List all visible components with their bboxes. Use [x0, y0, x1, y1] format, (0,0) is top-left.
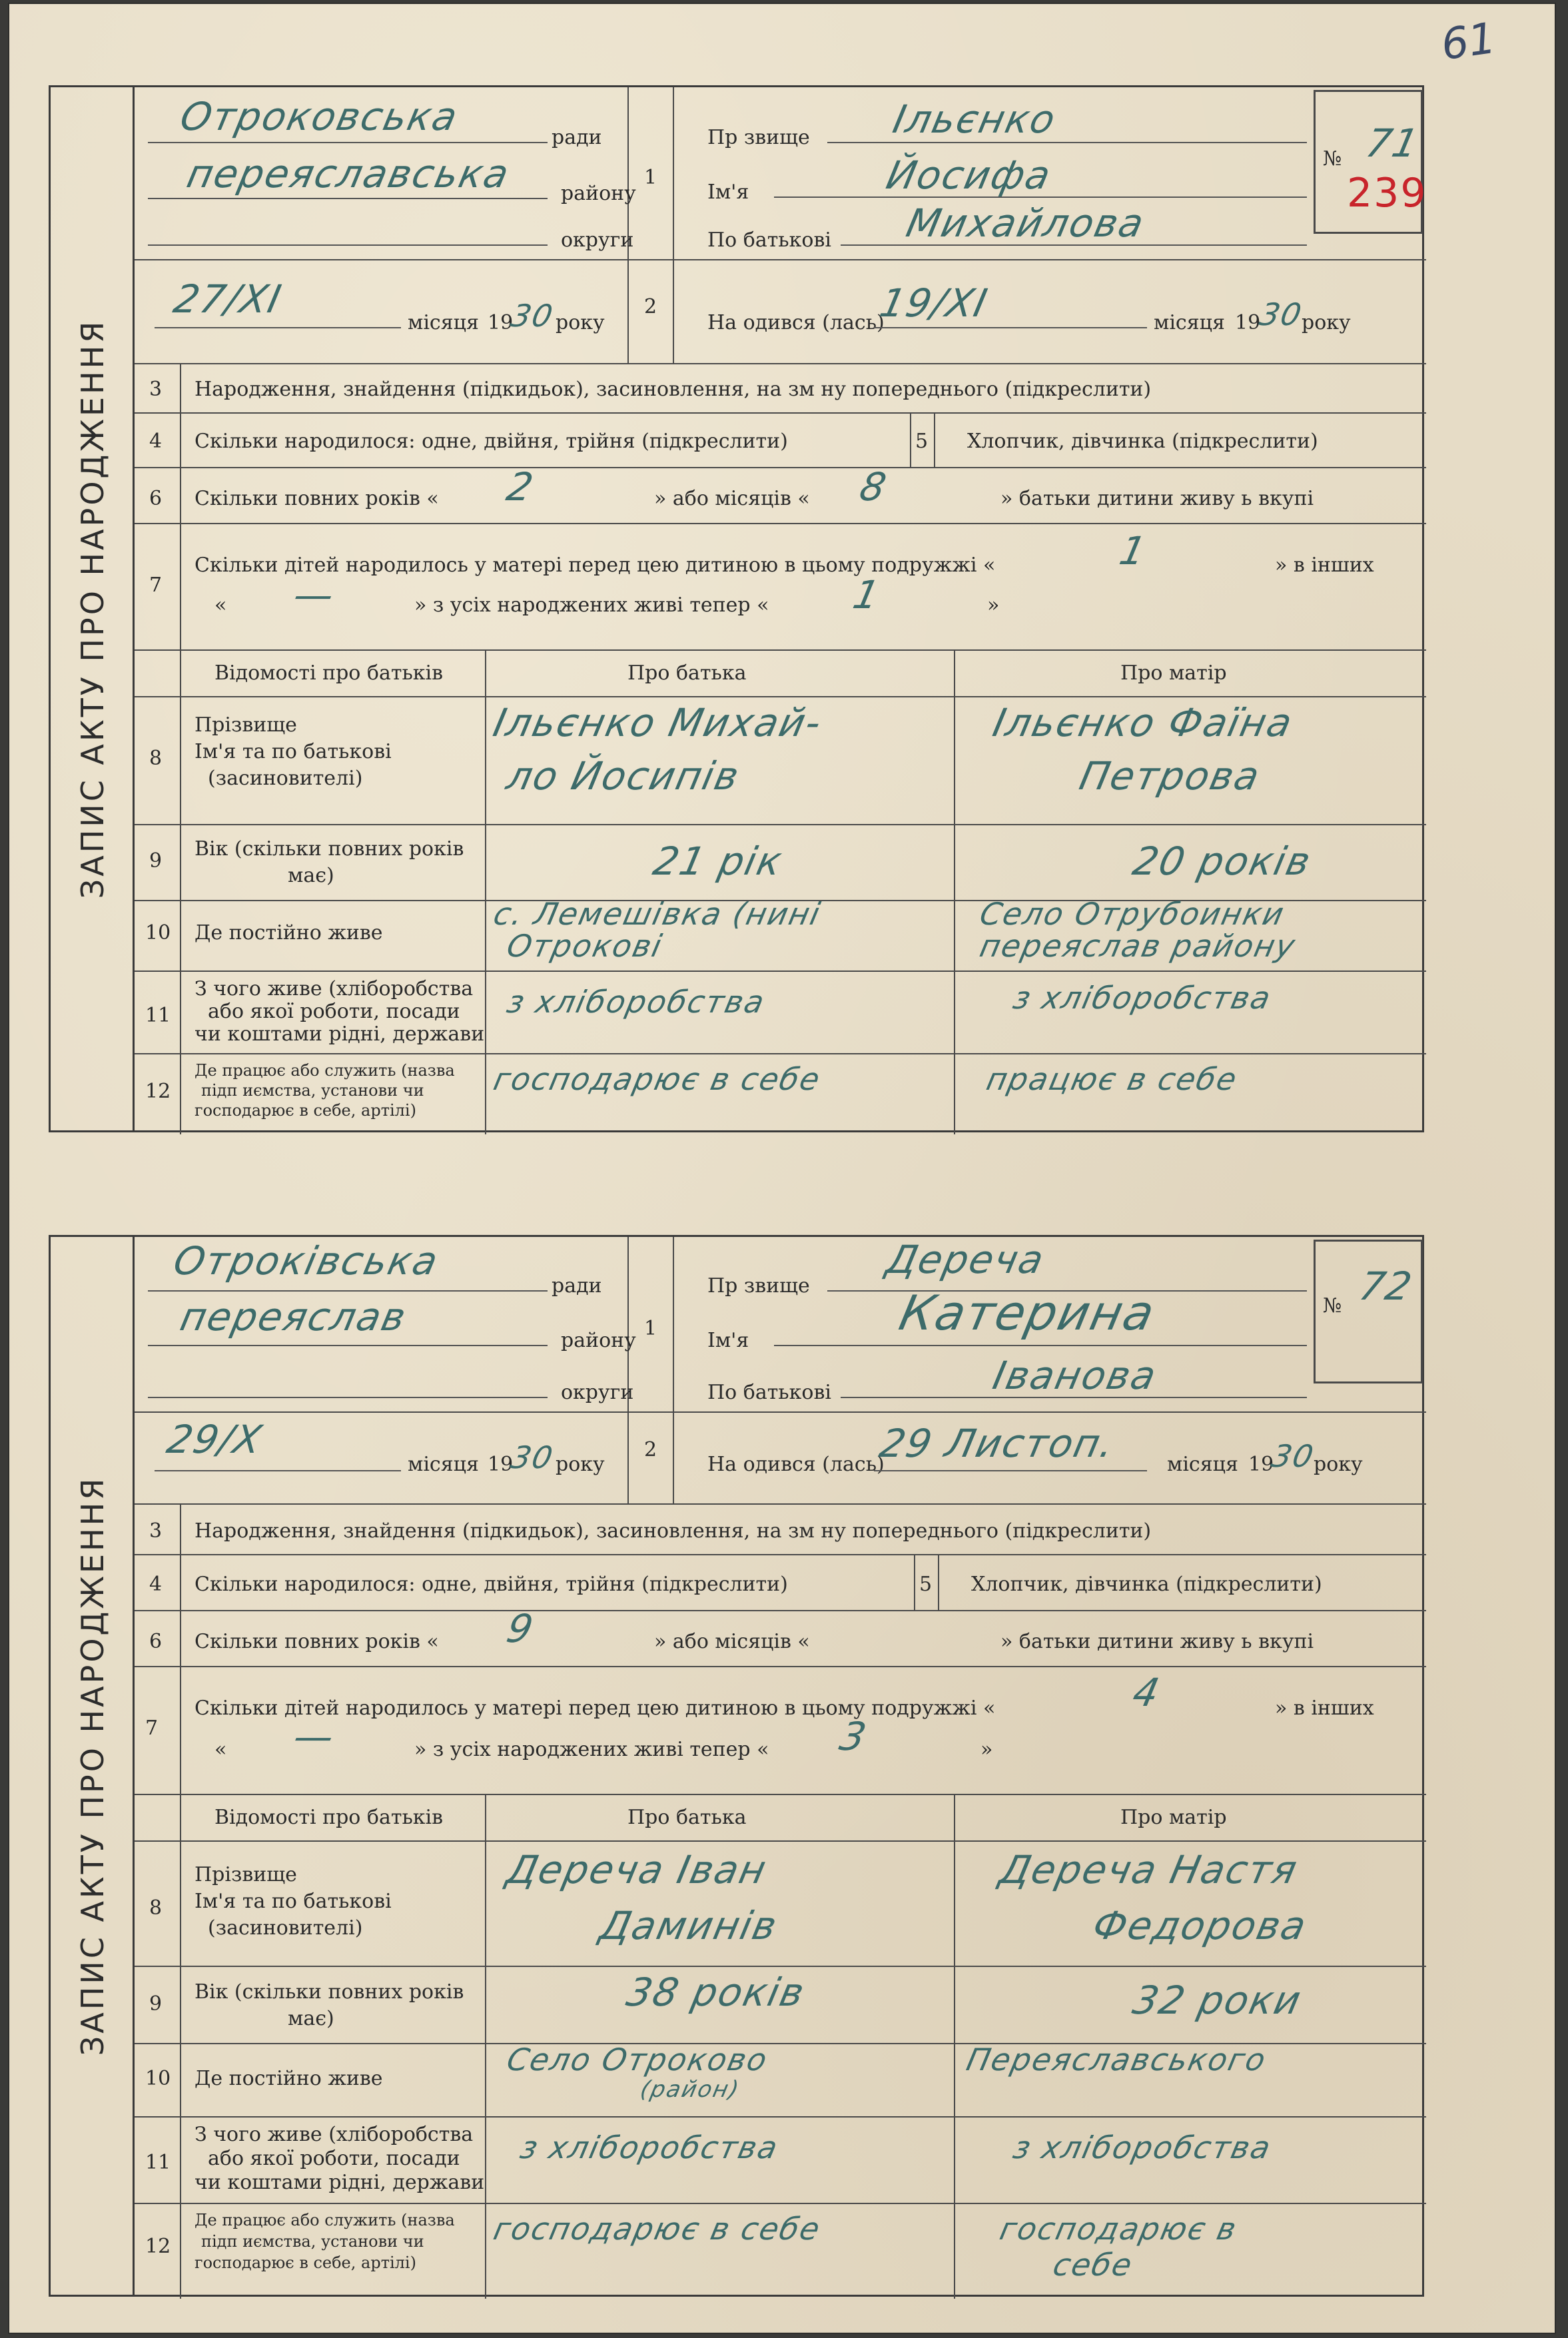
registration-date: 29/X [163, 1417, 267, 1462]
child-surname: Ільєнко [889, 97, 1060, 142]
birth-date: 19/XI [875, 280, 992, 326]
rayon-value: переяславська [183, 151, 514, 196]
registration-date: 27/XI [169, 276, 286, 322]
birth-record-2 [52, 1235, 1424, 2297]
child-patronymic: Михайлова [902, 200, 1149, 246]
birth-record-1 [52, 85, 1427, 1132]
child-patronymic: Іванова [988, 1353, 1162, 1398]
record-grid: № 71 239 Отроковська ради переяславська району округи 1 Пр звище Ільєнко Ім'я Йосифа По батькові Михайлова 27/XI місяця 19 30 року 2 На одився (лась) 19/XI місяця 19 30 року 3 Народження, знайдення (підкидьок), засиновлення, на зм ну попереднього (підкреслити) 4 Скільки народилося: одне, двійня, трійня (підкреслити) 5 Хлопчик, дівчинка (підкреслити) 6 Скільки повних років « 2 » або місяців « 8 » батьки дитини живу ь вкупі 7 Скільки дітей народилось у матері перед цею дитиною в цьому подружжі « 1 » в інших « — » з усіх народжених живі тепер « 1 » Відомості про батьків Про батька Про матір 8 Прізвище Ім'я та по батькові (засиновителі) Ільєнко Михай- ло Йосипів Ільєнко Фаїна Петрова 9 Вік (скільки повних років має) 21 рік 20 років 10 Де постійно живе с. Лемешівка (нині Отрокові Село Отрубоинки переяслав району 11 З чого живе (хліборобства або якої роботи, посади чи коштами рідні, держави з хліборобства з хліборобства 12 Де працює або служить (назва підп иємства, установи чи господарює в себе, артілі) господарює в себе працює в себе [133, 85, 1424, 1132]
child-name: Йосифа [882, 153, 1056, 198]
child-name: Катерина [895, 1285, 1161, 1341]
rada-value: Отроковська [176, 94, 463, 139]
archive-page [9, 4, 1555, 2333]
child-surname: Дереча [882, 1237, 1049, 1282]
rayon-value: переяслав [176, 1294, 411, 1340]
page-number: 61 [1438, 13, 1499, 71]
side-title: ЗАПИС АКТУ ПРО НАРОДЖЕННЯ [49, 85, 135, 1132]
side-title: ЗАПИС АКТУ ПРО НАРОДЖЕННЯ [49, 1235, 135, 2297]
birth-date: 29 Листоп. [875, 1421, 1120, 1466]
record-grid: № 72 Отроківська ради переяслав району округи 1 Пр звище Дереча Ім'я Катерина По батькові Іванова 29/X місяця 19 30 року 2 На одився (лась) 29 Листоп. місяця 19 30 року 3 Народження, знайдення (підкидьок), засиновлення, на зм ну попереднього (підкреслити) 4 Скільки народилося: одне, двійня, трійня (підкреслити) 5 Хлопчик, дівчинка (підкреслити) 6 Скільки повних років « 9 » або місяців « » батьки дитини живу ь вкупі 7 Скільки дітей народилось у матері перед цею дитиною в цьому подружжі « 4 » в інших « — » з усіх народжених живі тепер « 3 » Відомості про батьків Про батька Про матір 8 Прізвище Ім'я та по батькові (засиновителі) Дереча Іван Даминів Дереча Настя Федорова 9 Вік (скільки повних років має) 38 років 32 роки 10 Де постійно живе Село Отроково (район) Переяславського 11 З чого живе (хліборобства або якої роботи, посади чи коштами рідні, держави з хліборобства з хліборобства 12 Де працює або служить (назва підп иємства, установи чи господарює в себе, артілі) господарює в себе господарює в себе [133, 1235, 1424, 2297]
record-number: 72 [1355, 1264, 1417, 1309]
rada-value: Отроківська [169, 1238, 443, 1284]
archive-number: 239 [1347, 170, 1427, 216]
record-number: 71 [1362, 121, 1424, 166]
